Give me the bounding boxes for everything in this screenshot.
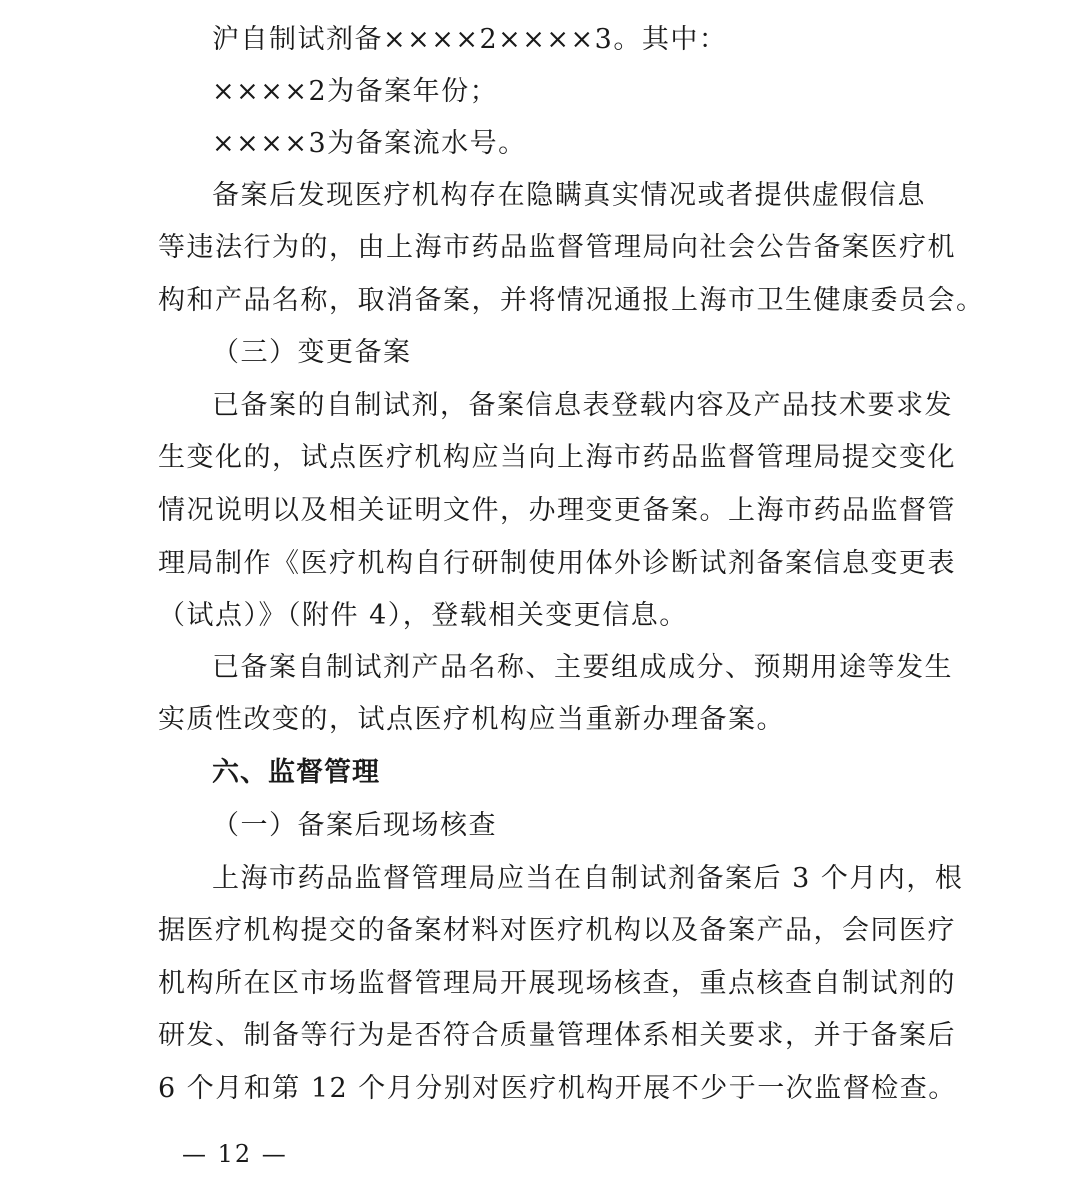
paragraph-line: 等违法行为的，由上海市药品监督管理局向社会公告备案医疗机 xyxy=(158,232,956,263)
paragraph-line: （试点）》（附件 4），登载相关变更信息。 xyxy=(158,600,688,631)
text-line: 沪自制试剂备××××2××××3。其中： xyxy=(212,24,728,55)
page-number: — 12 — xyxy=(182,1140,288,1168)
paragraph-line: 机构所在区市场监督管理局开展现场核查，重点核查自制试剂的 xyxy=(158,968,956,999)
paragraph-line: 6 个月和第 12 个月分别对医疗机构开展不少于一次监督检查。 xyxy=(158,1073,957,1104)
paragraph-line: 已备案的自制试剂，备案信息表登载内容及产品技术要求发 xyxy=(212,390,953,421)
paragraph-line: 备案后发现医疗机构存在隐瞒真实情况或者提供虚假信息 xyxy=(212,180,926,211)
section-heading: （一）备案后现场核查 xyxy=(212,810,497,841)
paragraph-line: 情况说明以及相关证明文件，办理变更备案。上海市药品监督管 xyxy=(158,495,956,526)
paragraph-line: 构和产品名称，取消备案，并将情况通报上海市卫生健康委员会。 xyxy=(158,285,985,316)
paragraph-line: 生变化的，试点医疗机构应当向上海市药品监督管理局提交变化 xyxy=(158,442,956,473)
paragraph-line: 研发、制备等行为是否符合质量管理体系相关要求，并于备案后 xyxy=(158,1020,956,1051)
paragraph-line: 据医疗机构提交的备案材料对医疗机构以及备案产品，会同医疗 xyxy=(158,915,956,946)
paragraph-line: 理局制作《医疗机构自行研制使用体外诊断试剂备案信息变更表 xyxy=(158,548,956,579)
section-heading: （三）变更备案 xyxy=(212,337,412,368)
text-line: ××××3为备案流水号。 xyxy=(212,128,527,159)
chapter-heading: 六、监督管理 xyxy=(212,757,380,788)
text-line: ××××2为备案年份； xyxy=(212,76,499,107)
paragraph-line: 实质性改变的，试点医疗机构应当重新办理备案。 xyxy=(158,704,785,735)
paragraph-line: 已备案自制试剂产品名称、主要组成成分、预期用途等发生 xyxy=(212,652,953,683)
paragraph-line: 上海市药品监督管理局应当在自制试剂备案后 3 个月内，根 xyxy=(212,863,964,894)
